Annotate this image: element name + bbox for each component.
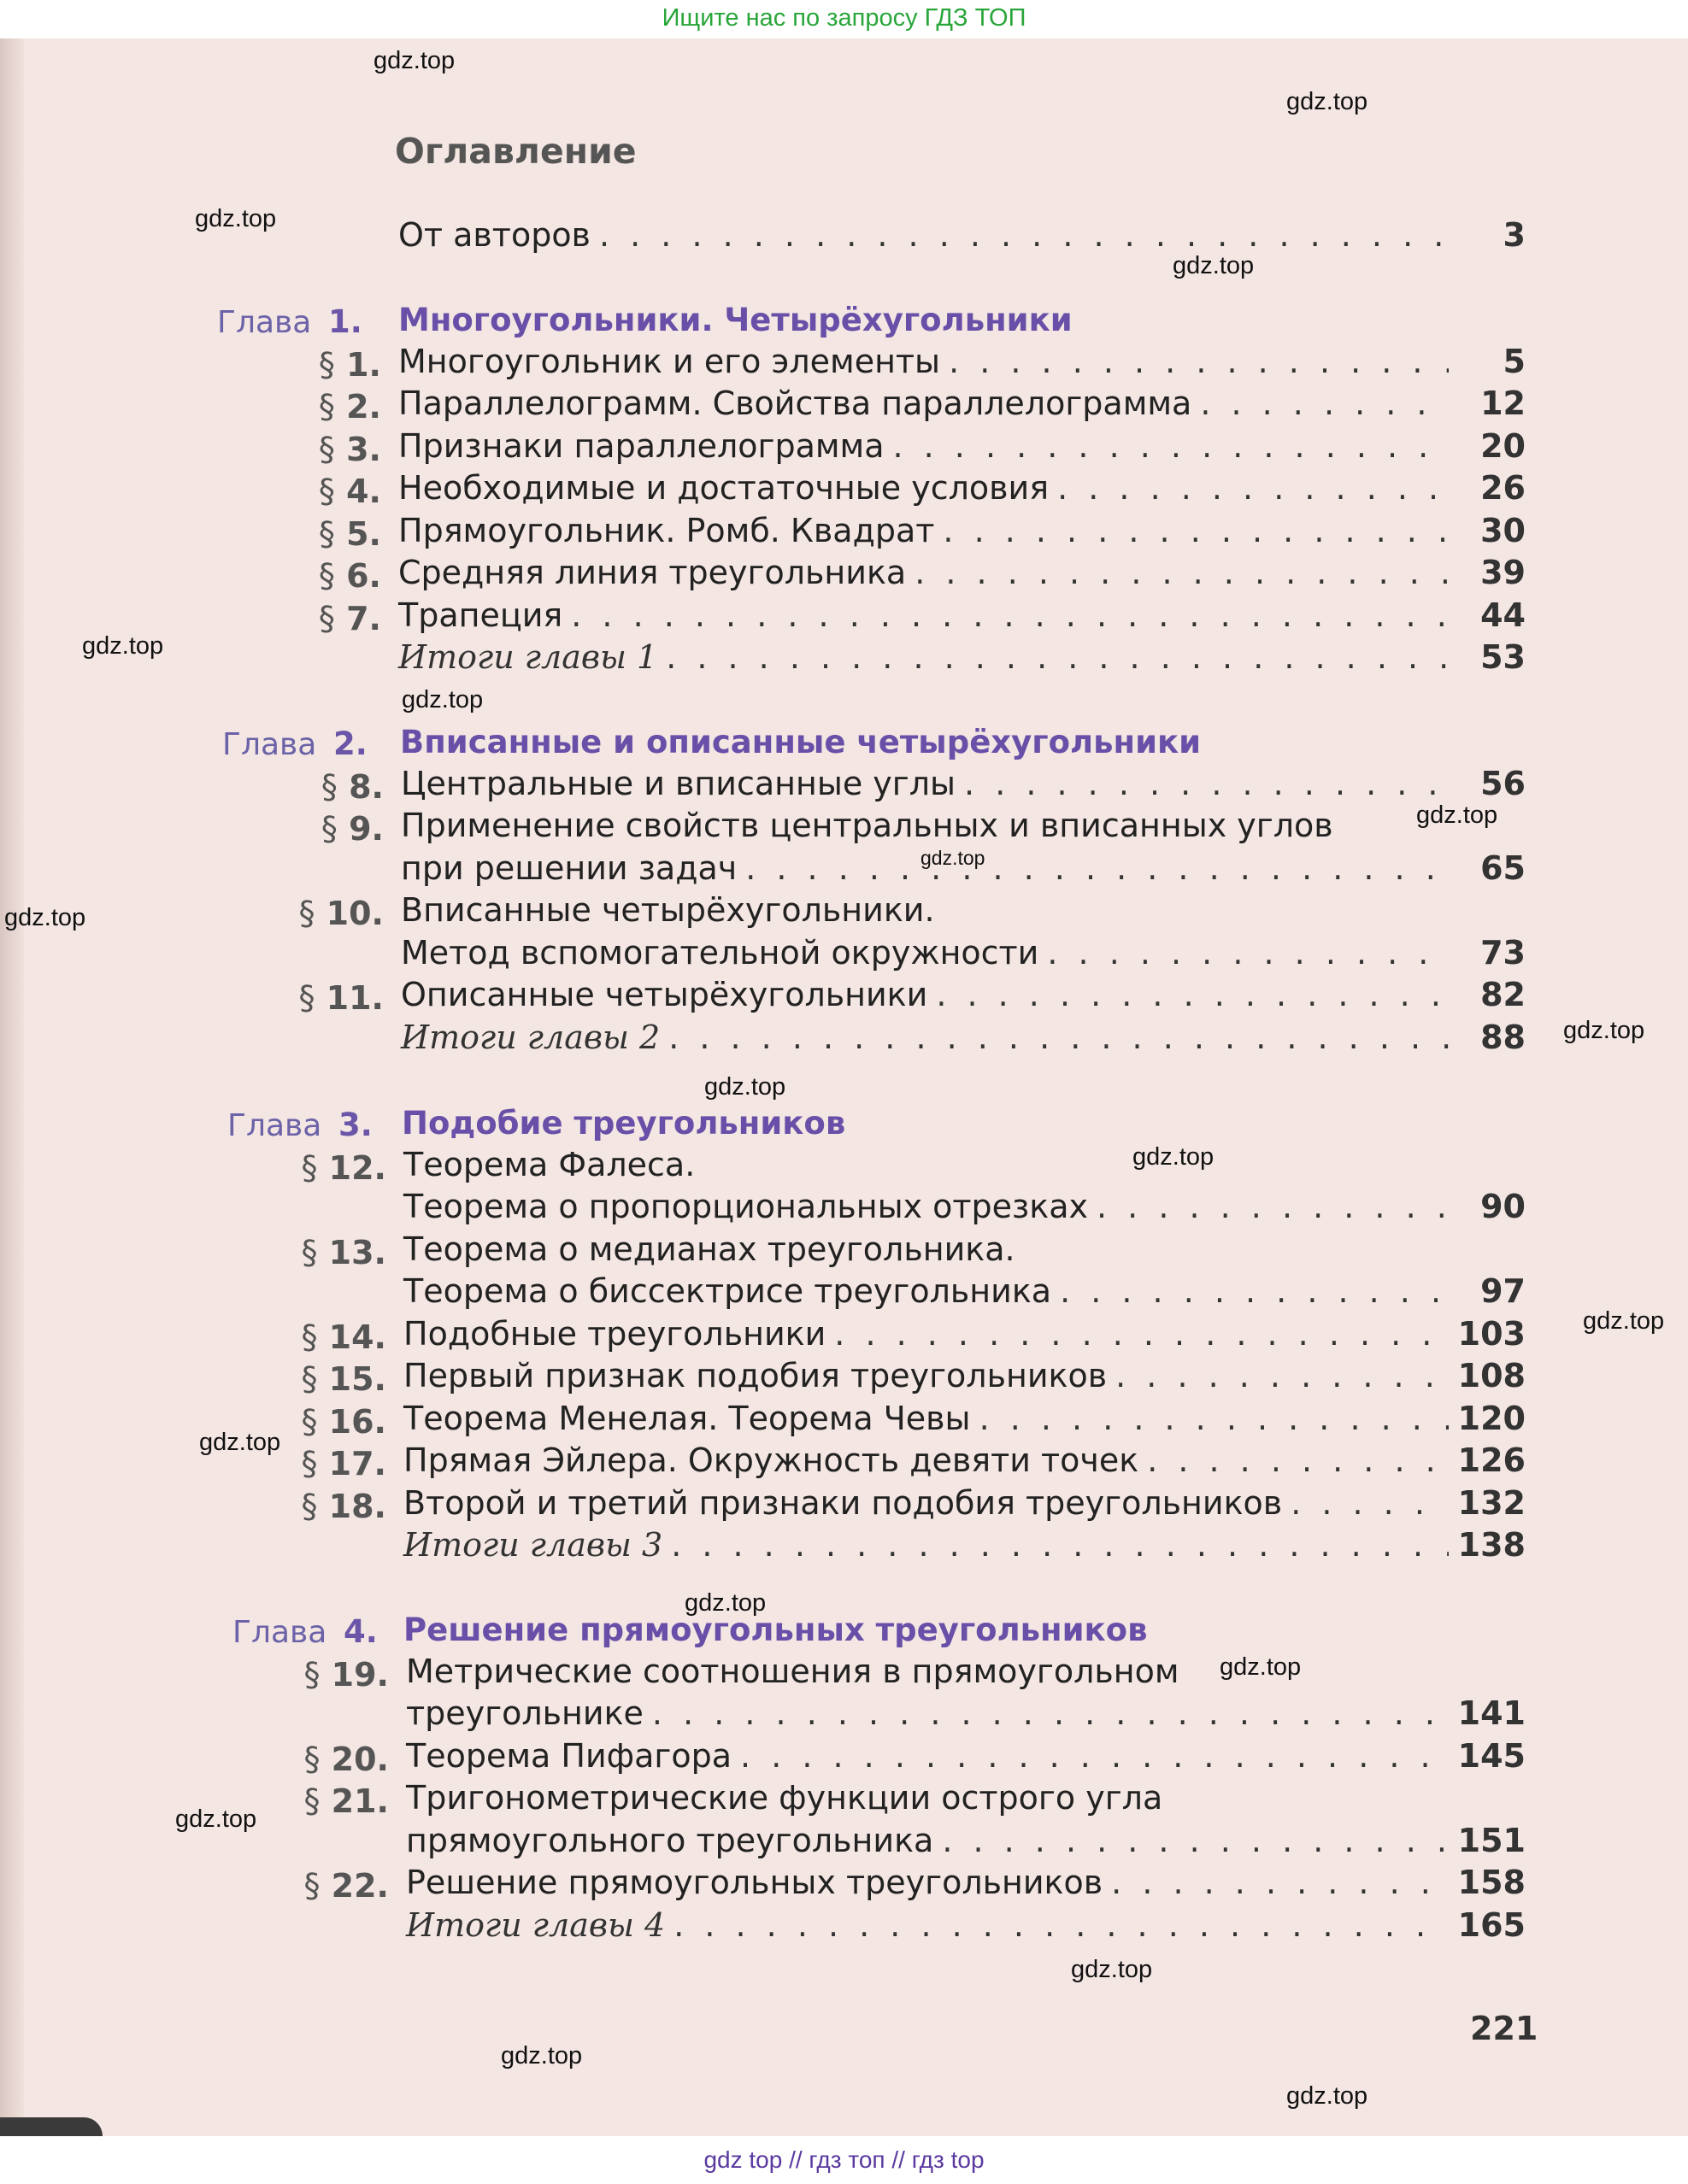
- entry-title: Многоугольник и его элементы: [398, 342, 941, 380]
- section-symbol: §: [298, 895, 315, 932]
- toc-line: [406, 1653, 1526, 1694]
- entry-page-number: 30: [1480, 511, 1526, 549]
- toc-line: [403, 1484, 1526, 1525]
- entry-title: Решение прямоугольных треугольников: [406, 1864, 1103, 1901]
- chapter-title: Подобие треугольников: [402, 1105, 846, 1142]
- entry-title: Вписанные четырёхугольники.: [401, 891, 935, 929]
- section-number-value: 19.: [331, 1655, 389, 1694]
- toc-line: [403, 1272, 1526, 1313]
- section-symbol: §: [301, 1318, 318, 1356]
- entry-title: Центральные и вписанные углы: [401, 764, 956, 802]
- section-number: [284, 1488, 386, 1525]
- section-number: [279, 515, 381, 553]
- dot-leader: [1147, 1441, 1449, 1479]
- entry-page-number: 5: [1503, 342, 1526, 380]
- section-number: [279, 346, 381, 384]
- section-number-value: 8.: [349, 767, 384, 806]
- dot-leader: [671, 1526, 1449, 1564]
- chapter-number: 4.: [344, 1613, 378, 1650]
- page-number: 221: [1470, 2010, 1538, 2047]
- section-number-value: 15.: [328, 1360, 386, 1398]
- section-number: [281, 979, 384, 1017]
- dot-leader: [979, 1400, 1449, 1437]
- toc-line: [403, 1146, 1526, 1187]
- watermark: gdz.top: [402, 686, 484, 713]
- entry-title: Теорема Фалеса.: [403, 1145, 696, 1183]
- entry-page-number: 12: [1480, 385, 1526, 422]
- chapter-number: 1.: [328, 303, 362, 340]
- dot-leader: [571, 596, 1449, 634]
- watermark: gdz.top: [373, 47, 456, 74]
- section-number-value: 18.: [328, 1487, 386, 1525]
- toc-line: [406, 1864, 1526, 1905]
- toc-line: [401, 976, 1526, 1017]
- watermark: gdz.top: [1286, 2082, 1368, 2110]
- entry-title: Первый признак подобия треугольников: [403, 1357, 1108, 1394]
- entry-title: Трапеция: [398, 596, 563, 634]
- section-symbol: §: [303, 1782, 321, 1820]
- section-symbol: §: [321, 767, 338, 806]
- dot-leader: [1047, 934, 1449, 972]
- dot-leader: [1115, 1357, 1449, 1394]
- section-symbol: §: [318, 388, 335, 426]
- summary-line: [403, 1526, 1526, 1567]
- section-number-value: 16.: [328, 1402, 386, 1441]
- entry-title: Метод вспомогательной окружности: [401, 933, 1039, 972]
- section-number-value: 6.: [346, 557, 381, 595]
- section-symbol: §: [318, 599, 335, 637]
- entry-title: Теорема о биссектрисе треугольника: [403, 1272, 1052, 1310]
- section-number-value: 5.: [346, 514, 381, 553]
- entry-page-number: 126: [1457, 1441, 1526, 1479]
- section-number-value: 2.: [346, 388, 381, 426]
- section-symbol: §: [318, 430, 335, 468]
- toc-line: [398, 343, 1526, 384]
- toc-title: Оглавление: [395, 131, 637, 172]
- section-number: [284, 1403, 386, 1441]
- chapter-number: 2.: [333, 725, 368, 762]
- entry-title: Подобные треугольники: [403, 1314, 826, 1353]
- section-number-value: 21.: [331, 1782, 389, 1820]
- dot-leader: [1060, 1272, 1449, 1310]
- entry-title: Теорема о медианах треугольника.: [403, 1230, 1015, 1268]
- section-number: [286, 1782, 389, 1820]
- section-symbol: §: [301, 1445, 318, 1482]
- toc-line: [403, 1188, 1526, 1229]
- section-symbol: §: [303, 1867, 321, 1905]
- toc-line: [403, 1315, 1526, 1356]
- entry-page-number: 39: [1480, 554, 1526, 591]
- watermark: gdz.top: [82, 632, 164, 660]
- section-symbol: §: [303, 1655, 321, 1694]
- watermark: gdz.top: [175, 1805, 257, 1833]
- toc-line: [398, 554, 1526, 595]
- chapter-label: Глава: [227, 1108, 322, 1143]
- watermark: gdz.top: [199, 1429, 281, 1456]
- section-number: [281, 895, 384, 932]
- section-number-value: 22.: [331, 1867, 389, 1905]
- section-number-value: 13.: [328, 1233, 386, 1271]
- entry-page-number: 165: [1457, 1905, 1526, 1944]
- toc-line: [398, 216, 1526, 257]
- entry-title: Итоги главы 3: [403, 1526, 663, 1564]
- section-number-value: 9.: [349, 810, 384, 848]
- toc-line: [401, 807, 1526, 848]
- toc-line: [403, 1400, 1526, 1441]
- entry-title: Описанные четырёхугольники: [401, 976, 928, 1013]
- watermark: gdz.top: [1563, 1017, 1645, 1044]
- dot-leader: [949, 343, 1449, 380]
- section-number-value: 4.: [346, 473, 381, 510]
- section-number-value: 7.: [346, 599, 381, 637]
- section-symbol: §: [301, 1487, 318, 1525]
- page-corner-shadow: [0, 2117, 103, 2136]
- section-symbol: §: [301, 1148, 318, 1187]
- entry-title: Средняя линия треугольника: [398, 554, 907, 591]
- toc-line: [403, 1357, 1526, 1398]
- chapter-title: Решение прямоугольных треугольников: [403, 1612, 1148, 1648]
- section-symbol: §: [298, 979, 315, 1017]
- entry-title: Параллелограмм. Свойства параллелограмма: [398, 385, 1192, 422]
- toc-line: [406, 1822, 1526, 1863]
- bottom-banner: gdz top // гдз топ // гдз top: [0, 2136, 1688, 2184]
- chapter-label: Глава: [232, 1615, 327, 1650]
- dot-leader: [1291, 1484, 1449, 1522]
- entry-title: Тригонометрические функции острого угла: [406, 1779, 1163, 1817]
- toc-line: [398, 427, 1526, 468]
- toc-line: [403, 1230, 1526, 1271]
- chapter-number: 3.: [338, 1107, 373, 1143]
- section-number-value: 14.: [328, 1318, 386, 1356]
- entry-page-number: 138: [1457, 1526, 1526, 1564]
- entry-page-number: 132: [1457, 1483, 1526, 1522]
- entry-page-number: 73: [1480, 933, 1526, 972]
- section-symbol: §: [318, 345, 335, 384]
- watermark: gdz.top: [1416, 801, 1498, 829]
- section-number: [286, 1741, 389, 1778]
- section-number-value: 20.: [331, 1740, 389, 1778]
- entry-title: Итоги главы 2: [401, 1018, 661, 1056]
- dot-leader: [668, 1019, 1449, 1056]
- section-symbol: §: [318, 514, 335, 553]
- toc-line: [406, 1694, 1526, 1735]
- watermark: gdz.top: [501, 2042, 583, 2070]
- section-symbol: §: [321, 810, 338, 848]
- entry-title: Второй и третий признаки подобия треугольников: [403, 1483, 1283, 1522]
- dot-leader: [599, 216, 1449, 254]
- entry-page-number: 53: [1480, 638, 1526, 676]
- chapter-title: Вписанные и описанные четырёхугольники: [400, 724, 1202, 760]
- watermark: gdz.top: [1132, 1143, 1215, 1171]
- dot-leader: [964, 765, 1449, 802]
- section-number: [284, 1149, 386, 1187]
- entry-title: Применение свойств центральных и вписанных углов: [401, 807, 1333, 844]
- entry-title: треугольнике: [406, 1694, 644, 1732]
- dot-leader: [834, 1315, 1449, 1353]
- entry-page-number: 56: [1480, 764, 1526, 802]
- section-number: [286, 1656, 389, 1694]
- chapter-title: Многоугольники. Четырёхугольники: [398, 302, 1073, 338]
- dot-leader: [1097, 1188, 1449, 1225]
- watermark: gdz.top: [195, 205, 277, 232]
- entry-page-number: 90: [1480, 1188, 1526, 1225]
- section-number: [281, 810, 384, 848]
- watermark: gdz.top: [685, 1589, 767, 1617]
- toc-line: [398, 596, 1526, 637]
- section-number: [279, 600, 381, 637]
- section-number: [279, 431, 381, 468]
- top-banner: Ищите нас по запросу ГДЗ ТОП: [0, 0, 1688, 38]
- entry-title: Итоги главы 1: [398, 638, 658, 676]
- section-number: [279, 388, 381, 426]
- section-number: [279, 557, 381, 595]
- section-symbol: §: [303, 1740, 321, 1778]
- dot-leader: [936, 976, 1449, 1013]
- section-symbol: §: [301, 1233, 318, 1271]
- entry-title: Необходимые и достаточные условия: [398, 469, 1050, 507]
- entry-title: Признаки параллелограмма: [398, 426, 885, 465]
- entry-page-number: 20: [1480, 426, 1526, 465]
- entry-title: Прямая Эйлера. Окружность девяти точек: [403, 1441, 1139, 1479]
- toc-line: [401, 934, 1526, 975]
- entry-page-number: 3: [1503, 216, 1526, 254]
- watermark: gdz.top: [1286, 88, 1368, 115]
- section-number-value: 11.: [326, 979, 384, 1017]
- dot-leader: [942, 1822, 1449, 1859]
- entry-page-number: 151: [1457, 1821, 1526, 1859]
- entry-page-number: 103: [1457, 1314, 1526, 1353]
- dot-leader: [915, 554, 1449, 591]
- dot-leader: [652, 1694, 1449, 1732]
- watermark: gdz.top: [4, 904, 86, 931]
- dot-leader: [1200, 385, 1449, 422]
- entry-title: прямоугольного треугольника: [406, 1821, 934, 1859]
- entry-title: Теорема Пифагора: [406, 1736, 732, 1775]
- watermark: gdz.top: [1173, 252, 1255, 279]
- dot-leader: [892, 427, 1449, 465]
- section-number-value: 1.: [346, 345, 381, 384]
- section-symbol: §: [318, 473, 335, 510]
- section-number: [281, 768, 384, 806]
- watermark: gdz.top: [920, 847, 985, 869]
- summary-line: [401, 1019, 1526, 1060]
- toc-line: [398, 469, 1526, 510]
- summary-line: [406, 1906, 1526, 1947]
- entry-title: Метрические соотношения в прямоугольном: [406, 1652, 1179, 1690]
- entry-title: Теорема Менелая. Теорема Чевы: [403, 1399, 971, 1437]
- entry-page-number: 158: [1457, 1864, 1526, 1901]
- entry-page-number: 65: [1480, 848, 1526, 887]
- entry-title: Итоги главы 4: [406, 1905, 666, 1944]
- dot-leader: [745, 849, 1449, 887]
- dot-leader: [666, 638, 1449, 676]
- section-number: [279, 473, 381, 510]
- entry-title: при решении задач: [401, 848, 738, 887]
- entry-title: Теорема о пропорциональных отрезках: [403, 1188, 1088, 1225]
- section-symbol: §: [301, 1402, 318, 1441]
- entry-page-number: 26: [1480, 469, 1526, 507]
- chapter-label: Глава: [217, 305, 312, 340]
- entry-page-number: 82: [1480, 976, 1526, 1013]
- entry-page-number: 97: [1480, 1272, 1526, 1310]
- entry-title: От авторов: [398, 216, 591, 254]
- toc-line: [406, 1737, 1526, 1778]
- toc-line: [398, 512, 1526, 553]
- dot-leader: [1111, 1864, 1449, 1901]
- section-number: [284, 1360, 386, 1398]
- section-number: [284, 1445, 386, 1482]
- entry-page-number: 108: [1457, 1357, 1526, 1394]
- watermark: gdz.top: [704, 1073, 786, 1101]
- toc-line: [401, 765, 1526, 806]
- entry-page-number: 120: [1457, 1399, 1526, 1437]
- section-number: [284, 1234, 386, 1271]
- toc-line: [406, 1779, 1526, 1820]
- toc-line: [403, 1441, 1526, 1482]
- entry-page-number: 44: [1480, 596, 1526, 634]
- section-number: [286, 1867, 389, 1905]
- toc-line: [401, 891, 1526, 932]
- entry-page-number: 88: [1480, 1018, 1526, 1056]
- watermark: gdz.top: [1583, 1307, 1665, 1335]
- watermark: gdz.top: [1071, 1956, 1153, 1983]
- section-symbol: §: [318, 557, 335, 595]
- watermark: gdz.top: [1220, 1653, 1302, 1681]
- dot-leader: [943, 512, 1449, 549]
- section-number-value: 12.: [328, 1148, 386, 1187]
- section-number-value: 17.: [328, 1445, 386, 1482]
- section-number-value: 10.: [326, 895, 384, 932]
- entry-title: Прямоугольник. Ромб. Квадрат: [398, 511, 935, 549]
- dot-leader: [1057, 469, 1449, 507]
- entry-page-number: 141: [1457, 1694, 1526, 1732]
- section-symbol: §: [301, 1360, 318, 1398]
- section-number: [284, 1318, 386, 1356]
- section-number-value: 3.: [346, 430, 381, 468]
- toc-line: [398, 385, 1526, 426]
- summary-line: [398, 638, 1526, 679]
- page-spine: [0, 38, 24, 2136]
- entry-page-number: 145: [1457, 1736, 1526, 1775]
- dot-leader: [673, 1906, 1449, 1944]
- chapter-label: Глава: [222, 727, 317, 762]
- dot-leader: [740, 1737, 1449, 1775]
